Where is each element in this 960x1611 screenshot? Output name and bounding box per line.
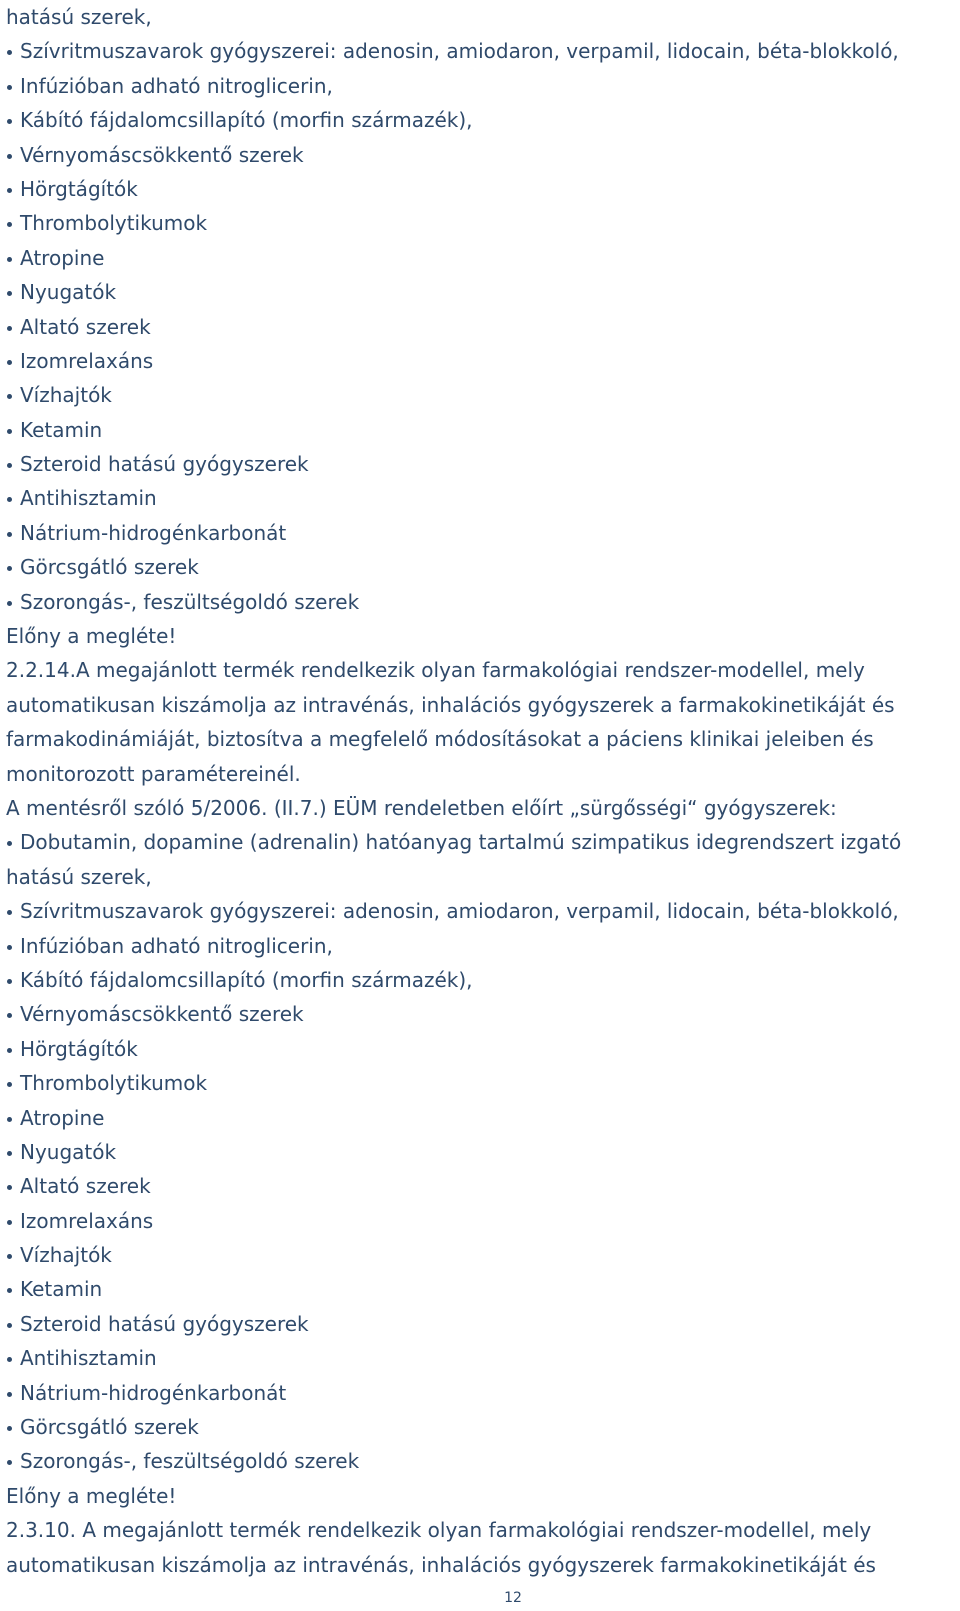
list-item: Izomrelaxáns: [6, 1204, 951, 1238]
list-item: Vízhajtók: [6, 1238, 951, 1272]
list-item: Infúzióban adható nitroglicerin,: [6, 69, 951, 103]
list-item: Izomrelaxáns: [6, 344, 951, 378]
list-item: Dobutamin, dopamine (adrenalin) hatóanyag tartalmú szimpatikus idegrendszert izgató: [6, 825, 951, 859]
page-number: 12: [504, 1590, 522, 1606]
paragraph-line: 2.3.10. A megajánlott termék rendelkezik olyan farmakológiai rendszer-modellel, mely: [6, 1518, 872, 1543]
paragraph-line: farmakodinámiáját, biztosítva a megfelelő módosításokat a páciens klinikai jeleiben és: [6, 727, 874, 752]
list-item: Szteroid hatású gyógyszerek: [6, 447, 951, 481]
list-item: Szívritmuszavarok gyógyszerei: adenosin, amiodaron, verpamil, lidocain, béta-blokkoló,: [6, 894, 951, 928]
list-item: Altató szerek: [6, 1169, 951, 1203]
list-item: Infúzióban adható nitroglicerin,: [6, 929, 951, 963]
paragraph-line: automatikusan kiszámolja az intravénás, inhalációs gyógyszerek farmakokinetikáját és: [6, 1552, 876, 1577]
advantage-note: Előny a megléte!: [6, 1483, 177, 1508]
paragraph-line: automatikusan kiszámolja az intravénás, inhalációs gyógyszerek a farmakokinetikáját és: [6, 692, 895, 717]
list-item: Ketamin: [6, 413, 951, 447]
list-item: Hörgtágítók: [6, 172, 951, 206]
list-item: Vérnyomáscsökkentő szerek: [6, 138, 951, 172]
list-item: Szorongás-, feszültségoldó szerek: [6, 1444, 951, 1478]
paragraph-line: monitorozott paramétereinél.: [6, 761, 301, 786]
regulation-heading: A mentésről szóló 5/2006. (II.7.) EÜM rendeletben előírt „sürgősségi“ gyógyszerek:: [6, 795, 837, 820]
list-item: Hörgtágítók: [6, 1032, 951, 1066]
list-item: Antihisztamin: [6, 481, 951, 515]
list-item: Ketamin: [6, 1272, 951, 1306]
list-item: Nyugatók: [6, 275, 951, 309]
list-continuation-text: hatású szerek,: [6, 5, 152, 29]
list-item: Szívritmuszavarok gyógyszerei: adenosin, amiodaron, verpamil, lidocain, béta-blokkoló,: [6, 34, 951, 68]
paragraph-line: 2.2.14.A megajánlott termék rendelkezik olyan farmakológiai rendszer-modellel, mely: [6, 658, 865, 683]
list-item: Nátrium-hidrogénkarbonát: [6, 516, 951, 550]
section-2-2-14-paragraph: [6, 653, 951, 791]
list-item: Szorongás-, feszültségoldó szerek: [6, 585, 951, 619]
list-item: Thrombolytikumok: [6, 1066, 951, 1100]
list-item: Atropine: [6, 241, 951, 275]
list-item: Nátrium-hidrogénkarbonát: [6, 1376, 951, 1410]
list-item: Antihisztamin: [6, 1341, 951, 1375]
advantage-note: Előny a megléte!: [6, 624, 177, 649]
list-item: Görcsgátló szerek: [6, 550, 951, 584]
drug-list-1: [6, 34, 951, 619]
document-body: [6, 0, 951, 1582]
list-continuation-text: hatású szerek,: [6, 864, 152, 889]
list-item: Altató szerek: [6, 310, 951, 344]
list-item: Nyugatók: [6, 1135, 951, 1169]
list-item: Vérnyomáscsökkentő szerek: [6, 997, 951, 1031]
list-item: Szteroid hatású gyógyszerek: [6, 1307, 951, 1341]
list-item: Kábító fájdalomcsillapító (morfin származék),: [6, 963, 951, 997]
section-2-3-10-paragraph: [6, 1513, 951, 1582]
list-item: Thrombolytikumok: [6, 206, 951, 240]
list-item: Görcsgátló szerek: [6, 1410, 951, 1444]
list-item: Atropine: [6, 1101, 951, 1135]
drug-list-2: [6, 825, 951, 1478]
list-item: Vízhajtók: [6, 378, 951, 412]
list-item: Kábító fájdalomcsillapító (morfin származék),: [6, 103, 951, 137]
